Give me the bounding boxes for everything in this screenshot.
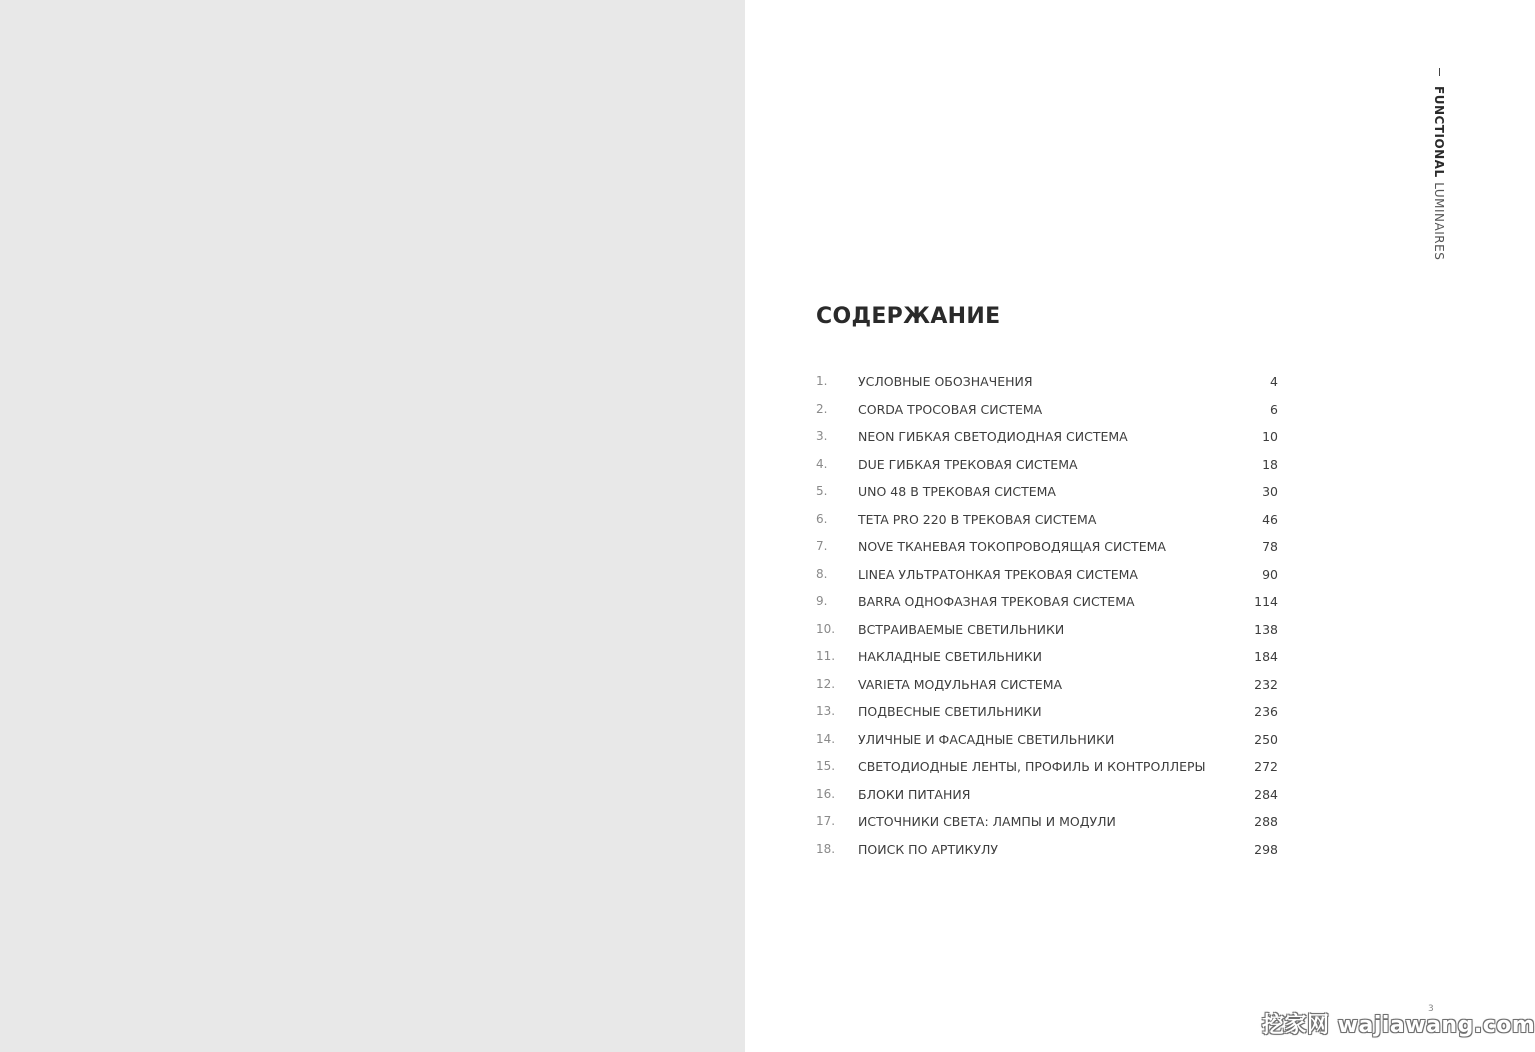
side-section-label — [1432, 68, 1446, 260]
toc-entry[interactable] — [816, 423, 1278, 451]
toc-entry-label: УЛИЧНЫЕ И ФАСАДНЫЕ СВЕТИЛЬНИКИ — [858, 731, 1115, 747]
toc-entry-label: ПОДВЕСНЫЕ СВЕТИЛЬНИКИ — [858, 704, 1042, 719]
toc-entry[interactable] — [816, 643, 1278, 671]
toc-entry-label: VARIETA МОДУЛЬНАЯ СИСТЕМА — [858, 676, 1063, 692]
toc-entry-page: 184 — [1254, 649, 1278, 664]
toc-entry-number: 5. — [816, 484, 828, 498]
side-label-light: LUMINAIRES — [1432, 182, 1446, 261]
toc-entry-number: 1. — [816, 374, 828, 388]
toc-entry[interactable] — [816, 808, 1278, 836]
toc-entry-page: 232 — [1254, 676, 1278, 692]
toc-entry[interactable] — [816, 836, 1278, 864]
left-blank-page — [0, 0, 745, 1052]
toc-entry[interactable] — [816, 726, 1278, 754]
toc-entry-label: ВСТРАИВАЕМЫЕ СВЕТИЛЬНИКИ — [858, 621, 1065, 637]
toc-entry[interactable] — [816, 753, 1278, 781]
toc-entry-page: 272 — [1254, 759, 1278, 774]
toc-entry-label: БЛОКИ ПИТАНИЯ — [858, 786, 971, 802]
toc-entry[interactable] — [816, 506, 1278, 534]
toc-entry-number: 6. — [816, 511, 828, 526]
toc-entry-label: НАКЛАДНЫЕ СВЕТИЛЬНИКИ — [858, 649, 1042, 664]
toc-entry-number: 14. — [816, 731, 836, 746]
toc-entry-page: 250 — [1254, 731, 1278, 747]
table-of-contents — [816, 368, 1278, 863]
toc-entry-label: NEON ГИБКАЯ СВЕТОДИОДНАЯ СИСТЕМА — [858, 429, 1128, 444]
side-label-divider — [1439, 68, 1440, 76]
toc-entry-number: 7. — [816, 539, 828, 553]
toc-entry-page: 114 — [1254, 594, 1278, 609]
toc-entry-label: УСЛОВНЫЕ ОБОЗНАЧЕНИЯ — [858, 374, 1033, 389]
toc-entry[interactable] — [816, 533, 1278, 561]
toc-entry-number: 4. — [816, 456, 828, 471]
toc-entry[interactable] — [816, 781, 1278, 809]
toc-entry-label: СВЕТОДИОДНЫЕ ЛЕНТЫ, ПРОФИЛЬ И КОНТРОЛЛЕРЫ — [858, 759, 1206, 774]
toc-entry-number: 16. — [816, 786, 836, 801]
toc-entry-label: ПОИСК ПО АРТИКУЛУ — [858, 841, 998, 857]
toc-entry-label: BARRA ОДНОФАЗНАЯ ТРЕКОВАЯ СИСТЕМА — [858, 594, 1135, 609]
toc-entry[interactable] — [816, 561, 1278, 589]
toc-entry-label: UNO 48 В ТРЕКОВАЯ СИСТЕМА — [858, 484, 1056, 499]
toc-entry-number: 18. — [816, 841, 836, 856]
toc-entry-number: 3. — [816, 429, 828, 443]
toc-entry-label: NOVE ТКАНЕВАЯ ТОКОПРОВОДЯЩАЯ СИСТЕМА — [858, 539, 1166, 554]
toc-entry-page: 90 — [1262, 566, 1278, 582]
toc-entry[interactable] — [816, 698, 1278, 726]
toc-entry-number: 10. — [816, 621, 836, 636]
toc-entry-page: 46 — [1262, 511, 1278, 527]
toc-entry[interactable] — [816, 368, 1278, 396]
toc-entry-label: ИСТОЧНИКИ СВЕТА: ЛАМПЫ И МОДУЛИ — [858, 814, 1116, 829]
toc-entry[interactable] — [816, 671, 1278, 699]
toc-entry-page: 18 — [1262, 456, 1278, 472]
toc-entry-page: 78 — [1262, 539, 1278, 554]
toc-entry-number: 2. — [816, 401, 828, 416]
toc-entry-number: 12. — [816, 676, 836, 691]
toc-entry-label: LINEA УЛЬТРАТОНКАЯ ТРЕКОВАЯ СИСТЕМА — [858, 566, 1138, 582]
toc-entry-page: 298 — [1254, 841, 1278, 857]
toc-entry-number: 15. — [816, 759, 836, 773]
page-number: 3 — [1428, 1004, 1434, 1014]
toc-entry-page: 236 — [1254, 704, 1278, 719]
toc-entry-page: 30 — [1262, 484, 1278, 499]
toc-entry[interactable] — [816, 451, 1278, 479]
toc-entry-label: CORDA ТРОСОВАЯ СИСТЕМА — [858, 401, 1043, 417]
toc-title: СОДЕРЖАНИЕ — [816, 304, 1001, 329]
watermark-text: 挖家网 wajiawang.com — [1262, 1013, 1535, 1038]
toc-entry-page: 288 — [1254, 814, 1278, 829]
toc-entry[interactable] — [816, 588, 1278, 616]
toc-entry[interactable] — [816, 478, 1278, 506]
toc-entry-number: 17. — [816, 814, 836, 828]
toc-entry-page: 10 — [1262, 429, 1278, 444]
toc-entry-page: 6 — [1270, 401, 1278, 417]
toc-entry-number: 9. — [816, 594, 828, 608]
toc-entry-number: 8. — [816, 566, 828, 581]
side-label-bold: FUNCTIONAL — [1432, 86, 1446, 178]
toc-entry-page: 138 — [1254, 621, 1278, 637]
toc-entry[interactable] — [816, 616, 1278, 644]
toc-entry-label: DUE ГИБКАЯ ТРЕКОВАЯ СИСТЕМА — [858, 456, 1078, 472]
toc-entry-page: 4 — [1270, 374, 1278, 389]
toc-entry-number: 11. — [816, 649, 836, 663]
toc-entry-number: 13. — [816, 704, 836, 718]
toc-entry[interactable] — [816, 396, 1278, 424]
toc-entry-label: TETA PRO 220 В ТРЕКОВАЯ СИСТЕМА — [858, 511, 1097, 527]
toc-entry-page: 284 — [1254, 786, 1278, 802]
